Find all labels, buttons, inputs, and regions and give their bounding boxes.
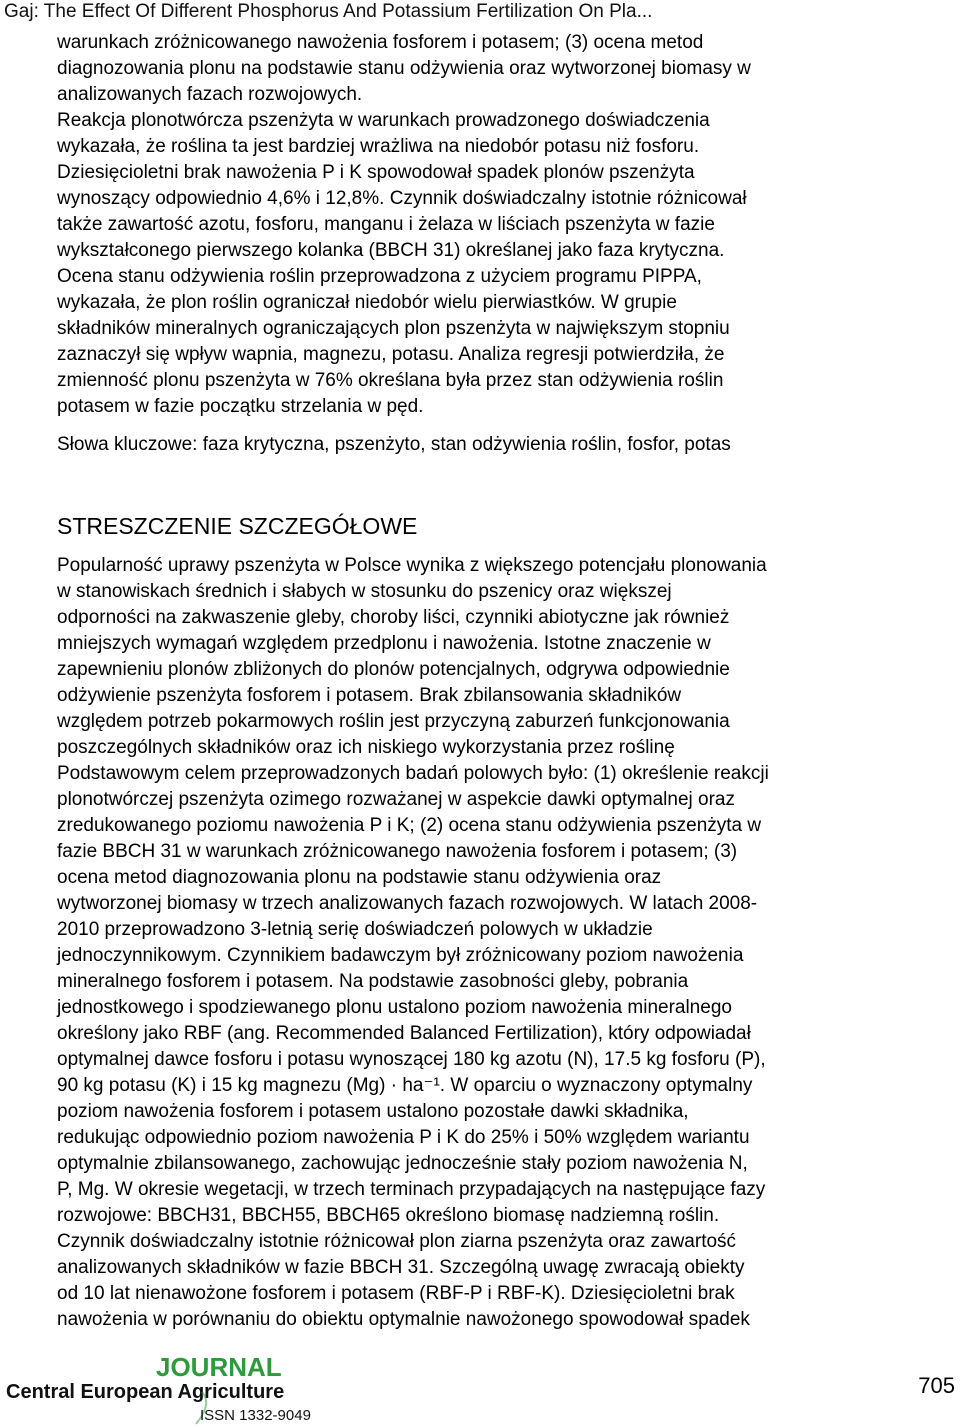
text-line: ocena metod diagnozowania plonu na podstawie stanu odżywienia oraz: [57, 867, 662, 888]
logo-issn-text: ISSN 1332-9049: [200, 1407, 311, 1424]
text-line: analizowanych fazach rozwojowych.: [57, 84, 363, 105]
text-line: Podstawowym celem przeprowadzonych badań polowych było: (1) określenie reakcji: [57, 763, 769, 784]
text-line: redukując odpowiednio poziom nawożenia P i K do 25% i 50% względem wariantu: [57, 1127, 750, 1148]
text-line: zapewnieniu plonów zbliżonych do plonów potencjalnych, odgrywa odpowiednie: [57, 659, 730, 680]
keywords-line: Słowa kluczowe: faza krytyczna, pszenżyto, stan odżywienia roślin, fosfor, potas: [57, 434, 731, 455]
summary-paragraph: [57, 553, 937, 1333]
page-footer: [0, 1348, 960, 1428]
text-line: optymalnej dawce fosforu i potasu wynoszącej 180 kg azotu (N), 17.5 kg fosforu (P),: [57, 1049, 766, 1070]
text-line: fazie BBCH 31 w warunkach zróżnicowanego nawożenia fosforem i potasem; (3): [57, 841, 738, 862]
text-line: Ocena stanu odżywienia roślin przeprowadzona z użyciem programu PIPPA,: [57, 266, 702, 287]
logo-journal-text: JOURNAL: [156, 1352, 282, 1382]
text-line: 90 kg potasu (K) i 15 kg magnezu (Mg) · ha⁻¹. W oparciu o wyznaczony optymalny: [57, 1075, 753, 1096]
text-line: rozwojowe: BBCH31, BBCH55, BBCH65 określono biomasę nadziemną roślin.: [57, 1205, 720, 1226]
text-line: wytworzonej biomasy w trzech analizowanych fazach rozwojowych. W latach 2008-: [57, 893, 758, 914]
text-line: poszczególnych składników oraz ich niskiego wykorzystania przez roślinę: [57, 737, 675, 758]
text-line: zmienność plonu pszenżyta w 76% określana była przez stan odżywienia roślin: [57, 370, 724, 391]
text-line: wykształconego pierwszego kolanka (BBCH 31) określanej jako faza krytyczna.: [57, 240, 725, 261]
text-line: mniejszych wymagań względem przedplonu i nawożenia. Istotne znaczenie w: [57, 633, 711, 654]
text-line: wykazała, że plon roślin ograniczał niedobór wielu pierwiastków. W grupie: [57, 292, 677, 313]
text-line: jednoczynnikowym. Czynnikiem badawczym był zróżnicowany poziom nawożenia: [57, 945, 744, 966]
text-line: diagnozowania plonu na podstawie stanu odżywienia oraz wytworzonej biomasy w: [57, 58, 751, 79]
text-line: Dziesięcioletni brak nawożenia P i K spowodował spadek plonów pszenżyta: [57, 162, 695, 183]
text-line: od 10 lat nienawożone fosforem i potasem (RBF-P i RBF-K). Dziesięcioletni brak: [57, 1283, 735, 1304]
text-line: plonotwórczej pszenżyta ozimego rozważanej w aspekcie dawki optymalnej oraz: [57, 789, 735, 810]
text-line: jednostkowego i spodziewanego plonu ustalono poziom nawożenia mineralnego: [57, 997, 732, 1018]
text-line: warunkach zróżnicowanego nawożenia fosforem i potasem; (3) ocena metod: [57, 32, 704, 53]
window-title: Gaj: The Effect Of Different Phosphorus And Potassium Fertilization On Pla...: [4, 1, 653, 22]
text-line: mineralnego fosforem i potasem. Na podstawie zasobności gleby, pobrania: [57, 971, 689, 992]
text-line: także zawartość azotu, fosforu, manganu i żelaza w liściach pszenżyta w fazie: [57, 214, 715, 235]
text-line: poziom nawożenia fosforem i potasem ustalono pozostałe dawki składnika,: [57, 1101, 689, 1122]
text-line: nawożenia w porównaniu do obiektu optymalnie nawożonego spowodował spadek: [57, 1309, 750, 1330]
text-line: 2010 przeprowadzono 3-letnią serię doświadczeń polowych w układzie: [57, 919, 653, 940]
logo-title-text: Central European Agriculture: [6, 1381, 285, 1403]
text-line: Reakcja plonotwórcza pszenżyta w warunkach prowadzonego doświadczenia: [57, 110, 710, 131]
text-line: składników mineralnych ograniczających plon pszenżyta w największym stopniu: [57, 318, 730, 339]
abstract-section: [57, 30, 937, 458]
text-line: odporności na zakwaszenie gleby, choroby liści, czynniki abiotyczne jak również: [57, 607, 730, 628]
journal-logo: [6, 1352, 336, 1428]
text-line: wynoszący odpowiednio 4,6% i 12,8%. Czynnik doświadczalny istotnie różnicował: [57, 188, 747, 209]
text-line: w stanowiskach średnich i słabych w stosunku do pszenicy oraz większej: [57, 581, 672, 602]
text-line: zredukowanego poziomu nawożenia P i K; (2) ocena stanu odżywienia pszenżyta w: [57, 815, 762, 836]
text-line: Popularność uprawy pszenżyta w Polsce wynika z większego potencjału plonowania: [57, 555, 767, 576]
text-line: analizowanych składników w fazie BBCH 31. Szczególną uwagę zwracają obiekty: [57, 1257, 745, 1278]
section-heading: STRESZCZENIE SZCZEGÓŁOWE: [57, 513, 418, 539]
text-line: wykazała, że roślina ta jest bardziej wrażliwa na niedobór potasu niż fosforu.: [57, 136, 700, 157]
text-line: optymalnie zbilansowanego, zachowując jednocześnie stały poziom nawożenia N,: [57, 1153, 748, 1174]
text-line: względem potrzeb pokarmowych roślin jest przyczyną zaburzeń funkcjonowania: [57, 711, 730, 732]
text-line: P, Mg. W okresie wegetacji, w trzech terminach przypadających na następujące fazy: [57, 1179, 766, 1200]
page-number: 705: [918, 1373, 955, 1398]
summary-section: [57, 553, 937, 1333]
abstract-paragraph: [57, 30, 937, 420]
text-line: potasem w fazie początku strzelania w pęd.: [57, 396, 424, 417]
text-line: odżywienie pszenżyta fosforem i potasem. Brak zbilansowania składników: [57, 685, 682, 706]
text-line: Czynnik doświadczalny istotnie różnicował plon ziarna pszenżyta oraz zawartość: [57, 1231, 737, 1252]
text-line: zaznaczył się wpływ wapnia, magnezu, potasu. Analiza regresji potwierdziła, że: [57, 344, 725, 365]
text-line: określony jako RBF (ang. Recommended Balanced Fertilization), który odpowiadał: [57, 1023, 751, 1044]
